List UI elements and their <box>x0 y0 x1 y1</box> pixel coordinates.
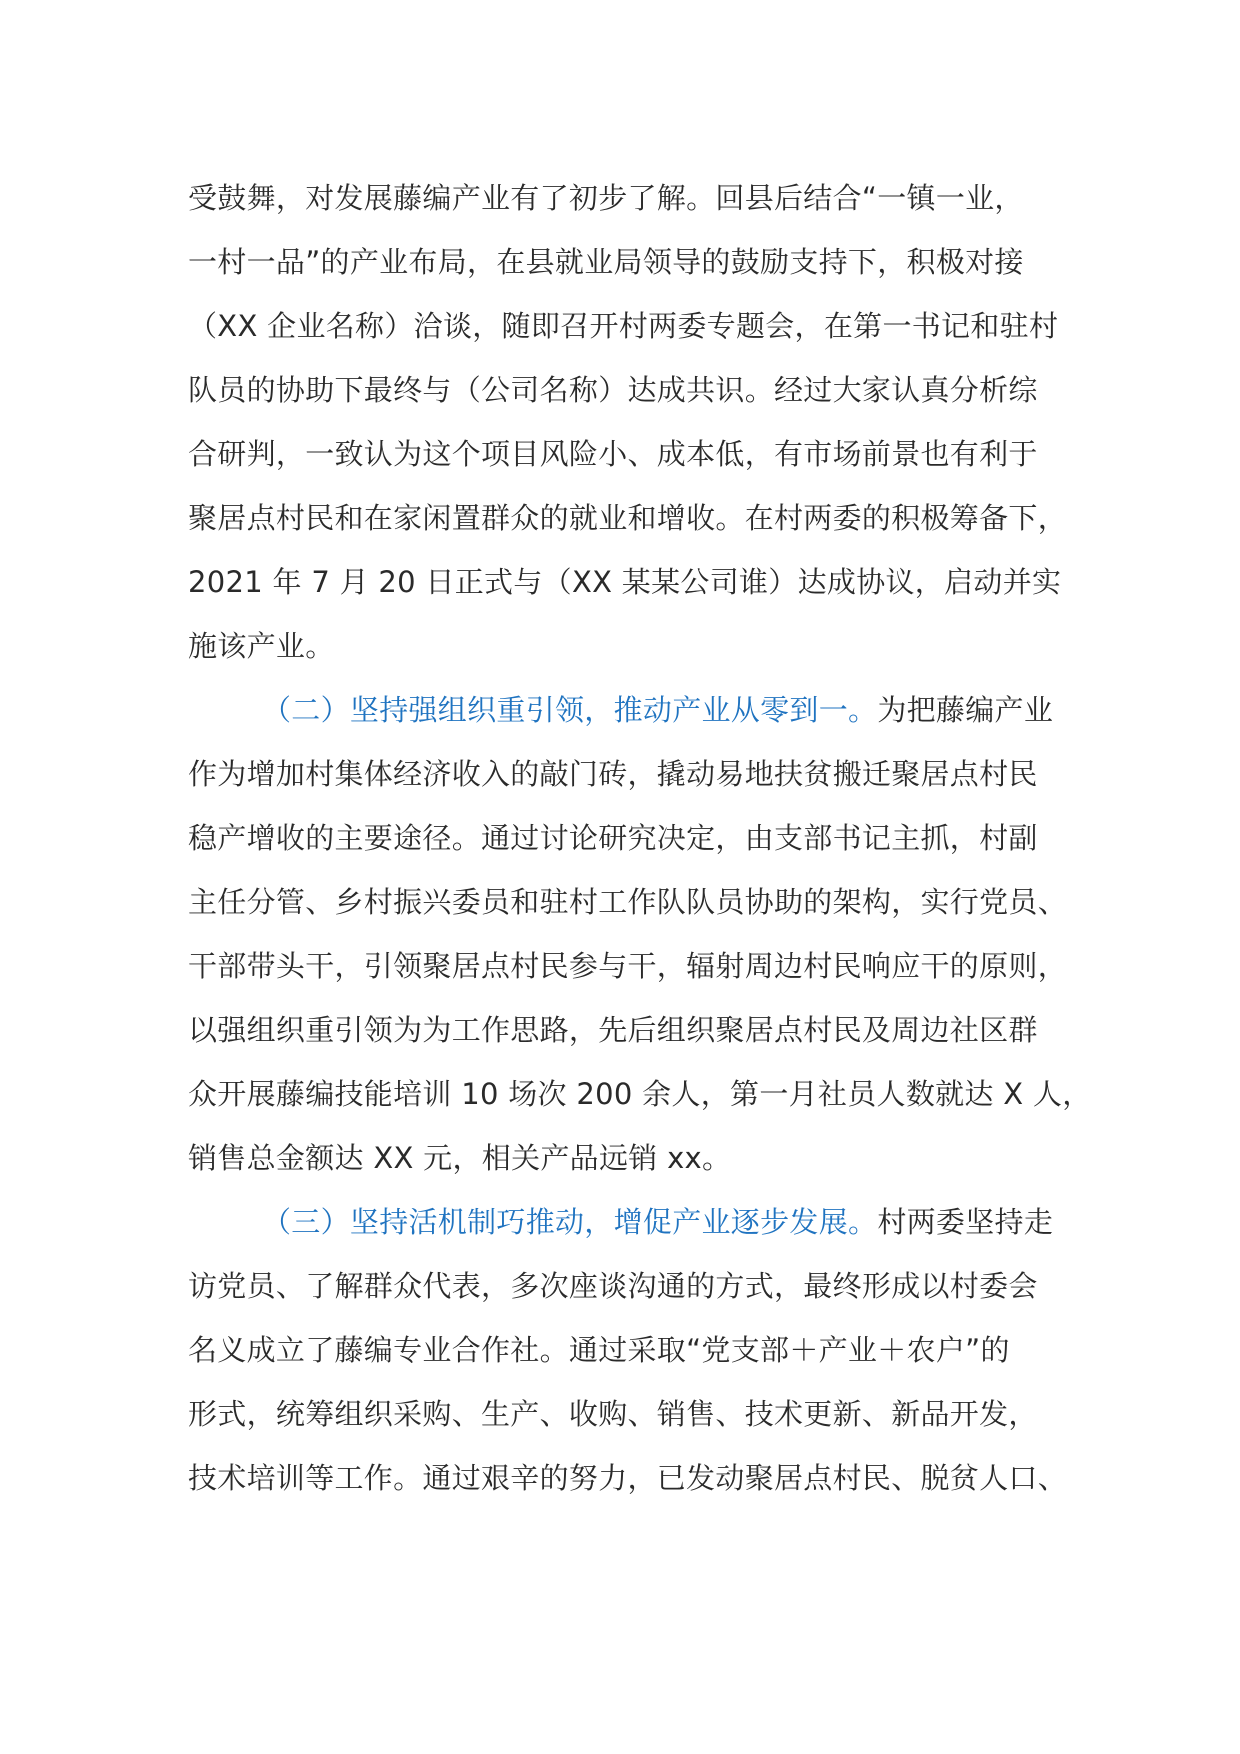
text-line: 干部带头干，引领聚居点村民参与干，辐射周边村民响应干的原则， <box>188 949 1068 983</box>
text-line: 众开展藤编技能培训 10 场次 200 余人，第一月社员人数就达 X 人， <box>188 1077 1092 1111</box>
document-page <box>188 166 1092 1510</box>
text-line: （XX 企业名称）洽谈，随即召开村两委专题会，在第一书记和驻村 <box>188 309 1059 343</box>
text-line <box>188 1190 1068 1254</box>
section-heading: （二）坚持强组织重引领，推动产业从零到一。 <box>262 693 878 727</box>
text-line: 访党员、了解群众代表，多次座谈沟通的方式，最终形成以村委会 <box>188 1269 1038 1303</box>
text-line: 以强组织重引领为为工作思路，先后组织聚居点村民及周边社区群 <box>188 1013 1038 1047</box>
text-line: 技术培训等工作。通过艰辛的努力，已发动聚居点村民、脱贫人口、 <box>188 1461 1068 1495</box>
text-run: 村两委坚持走 <box>877 1205 1054 1239</box>
paragraph-2 <box>188 678 1092 1190</box>
text-line: 队员的协助下最终与（公司名称）达成共识。经过大家认真分析综 <box>188 373 1038 407</box>
text-line: 名义成立了藤编专业合作社。通过采取“党支部＋产业＋农户”的 <box>188 1333 1010 1367</box>
text-line: 施该产业。 <box>188 629 335 663</box>
text-line: 主任分管、乡村振兴委员和驻村工作队队员协助的架构，实行党员、 <box>188 885 1068 919</box>
text-line: 销售总金额达 XX 元，相关产品远销 xx。 <box>188 1141 732 1175</box>
text-line: 聚居点村民和在家闲置群众的就业和增收。在村两委的积极筹备下， <box>188 501 1068 535</box>
text-line: 稳产增收的主要途径。通过讨论研究决定，由支部书记主抓，村副 <box>188 821 1038 855</box>
text-line <box>188 678 1068 742</box>
text-run: 为把藤编产业 <box>877 693 1054 727</box>
text-line: 形式，统筹组织采购、生产、收购、销售、技术更新、新品开发， <box>188 1397 1038 1431</box>
text-line: 2021 年 7 月 20 日正式与（XX 某某公司谁）达成协议，启动并实 <box>188 565 1062 599</box>
paragraph-1 <box>188 166 1068 678</box>
text-line: 合研判，一致认为这个项目风险小、成本低，有市场前景也有利于 <box>188 437 1038 471</box>
paragraph-3 <box>188 1190 1068 1510</box>
text-line: 受鼓舞，对发展藤编产业有了初步了解。回县后结合“一镇一业， <box>188 181 1024 215</box>
text-line: 作为增加村集体经济收入的敲门砖，撬动易地扶贫搬迁聚居点村民 <box>188 757 1038 791</box>
section-heading: （三）坚持活机制巧推动，增促产业逐步发展。 <box>262 1205 878 1239</box>
text-line: 一村一品”的产业布局，在县就业局领导的鼓励支持下，积极对接 <box>188 245 1024 279</box>
